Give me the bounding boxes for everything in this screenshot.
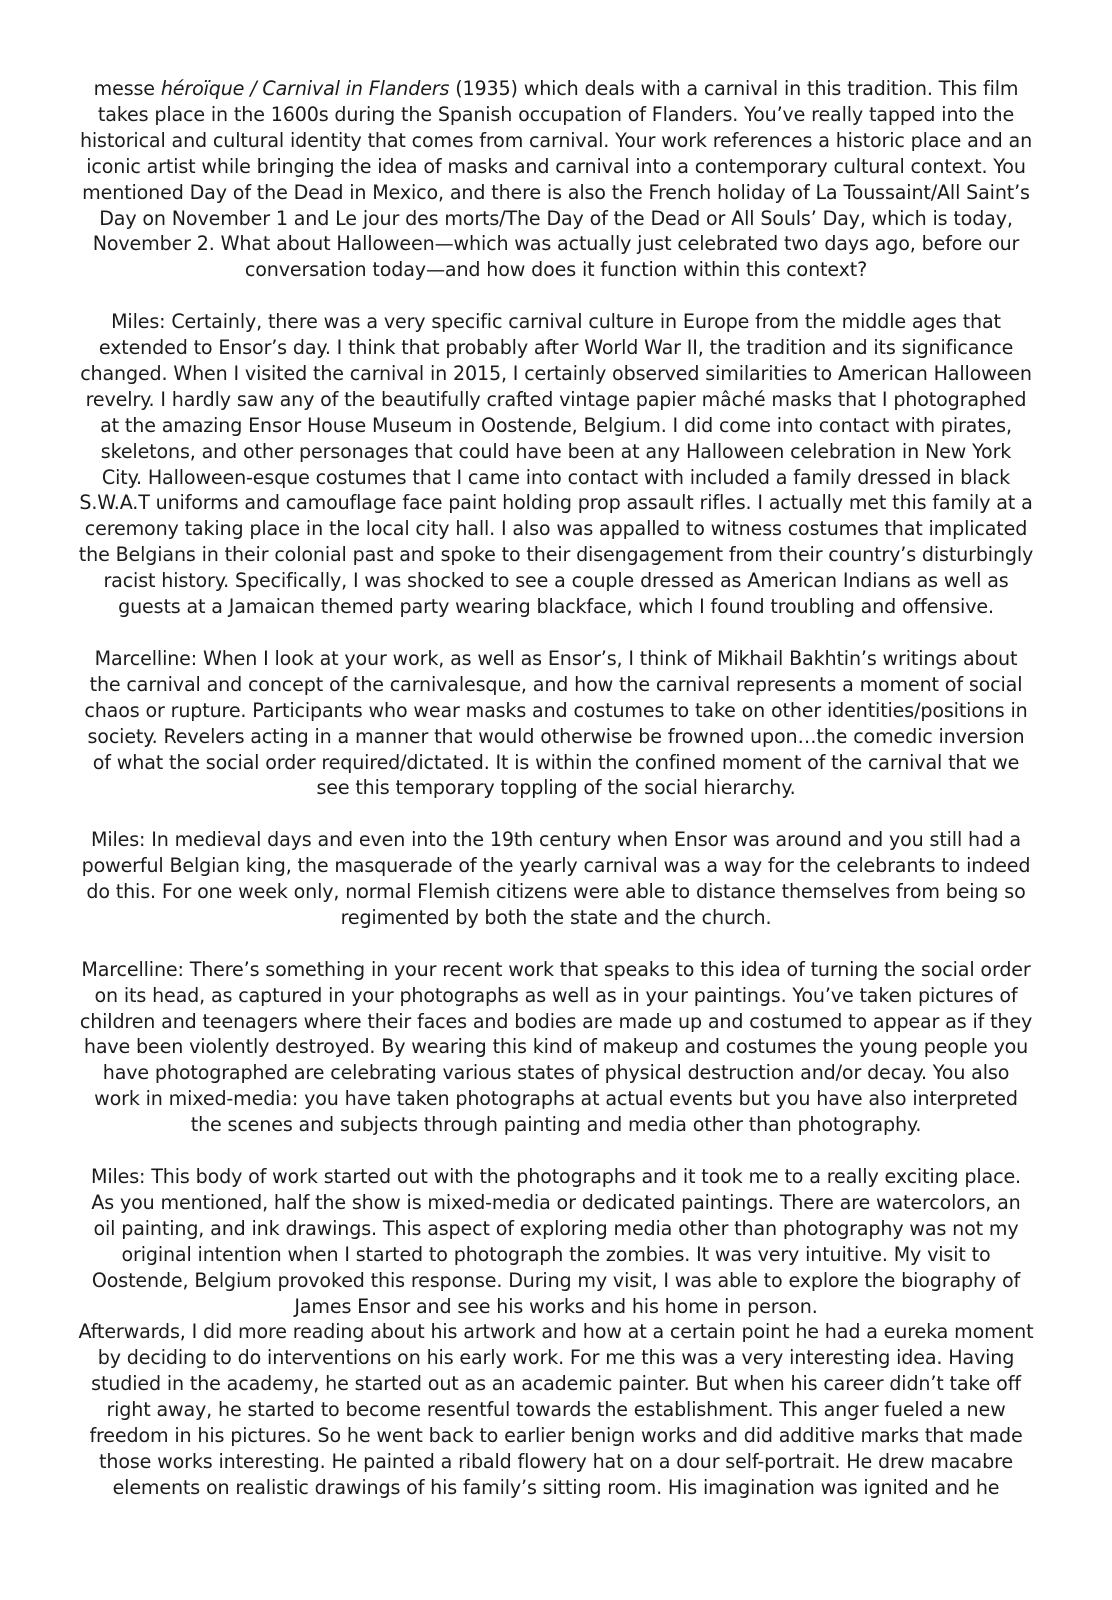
paragraph-gap (78, 931, 1034, 957)
paragraph-miles-body-of-work: Miles: This body of work started out with the photographs and it took me to a really exciting place. As you mentioned, half the show is mixed-media or dedicated paintings. There are watercolors, an oil painting, and ink drawings. This aspect of exploring media other than photography was not my original intention when I started to photograph the zombies. It was very intuitive. My visit to Oostende, Belgium provoked this response. During my visit, I was able to explore the biography of James Ensor and see his works and his home in person. (91, 1164, 1021, 1318)
paragraph-marcelline-bakhtin: Marcelline: When I look at your work, as well as Ensor’s, I think of Mikhail Bakhtin’s writings about the carnival and concept of the carnivalesque, and how the carnival represents a moment of social chaos or rupture. Participants who wear masks and costumes to take on other identities/positions in society. Revelers acting in a manner that would otherwise be frowned upon…the comedic inversion of what the social order required/dictated. It is within the confined moment of the carnival that we see this temporary toppling of the social hierarchy. (84, 646, 1028, 800)
paragraph-miles-afterwards: Afterwards, I did more reading about his artwork and how at a certain point he had a eureka moment by deciding to do interventions on his early work. For me this was a very interesting idea. Having studied in the academy, he started out as an academic painter. But when his career didn’t take off right away, he started to become resentful towards the establishment. This anger fueled a new freedom in his pictures. So he went back to earlier benign works and did additive marks that made those works interesting. He painted a ribald flowery hat on a dour self-portrait. He drew macabre elements on realistic drawings of his family’s sitting room. His imagination was ignited and he (78, 1320, 1034, 1499)
document-page (78, 76, 1034, 1501)
paragraph-intro-lead: messe (93, 77, 161, 100)
paragraph-gap (78, 801, 1034, 827)
paragraph-miles-medieval: Miles: In medieval days and even into the 19th century when Ensor was around and you still had a powerful Belgian king, the masquerade of the yearly carnival was a way for the celebrants to indeed do this. For one week only, normal Flemish citizens were able to distance themselves from being so regimented by both the state and the church. (81, 828, 1031, 929)
paragraph-intro (78, 76, 1034, 283)
paragraph-gap (78, 283, 1034, 309)
paragraph-marcelline-social-order: Marcelline: There’s something in your recent work that speaks to this idea of turning the social order on its head, as captured in your photographs as well as in your paintings. You’ve taken pictures of children and teenagers where their faces and bodies are made up and costumed to appear as if they have been violently destroyed. By wearing this kind of makeup and costumes the young people you have photographed are celebrating various states of physical destruction and/or decay. You also work in mixed-media: you have taken photographs at actual events but you have also interpreted the scenes and subjects through painting and media other than photography. (79, 957, 1033, 1137)
paragraph-miles-carnival-culture: Miles: Certainly, there was a very specific carnival culture in Europe from the middle ages that extended to Ensor’s day. I think that probably after World War II, the tradition and its significance changed. When I visited the carnival in 2015, I certainly observed similarities to American Halloween revelry. I hardly saw any of the beautifully crafted vintage papier mâché masks that I photographed at the amazing Ensor House Museum in Oostende, Belgium. I did come into contact with pirates, skeletons, and other personages that could have been at any Halloween celebration in New York City. Halloween-esque costumes that I came into contact with included a family dressed in black S.W.A.T uniforms and camouflage face paint holding prop assault rifles. I actually met this family at a ceremony taking place in the local city hall. I also was appalled to witness costumes that implicated the Belgians in their colonial past and spoke to their disengagement from their country’s disturbingly racist history. Specifically, I was shocked to see a couple dressed as American Indians as well as guests at a Jamaican themed party wearing blackface, which I found troubling and offensive. (78, 310, 1034, 619)
paragraph-gap (78, 620, 1034, 646)
paragraph-gap (78, 1138, 1034, 1164)
film-title: héroïque / Carnival in Flanders (160, 77, 450, 100)
paragraph-intro-body: (1935) which deals with a carnival in this tradition. This film takes place in the 1600s during the Spanish occupation of Flanders. You’ve really tapped into the historical and cultural identity that comes from carnival. Your work references a historic place and an iconic artist while bringing the idea of masks and carnival into a contemporary cultural context. You mentioned Day of the Dead in Mexico, and there is also the French holiday of La Toussaint/All Saint’s Day on November 1 and Le jour des morts/The Day of the Dead or All Souls’ Day, which is today, November 2. What about Halloween—which was actually just celebrated two days ago, before our conversation today—and how does it function within this context? (79, 77, 1033, 282)
